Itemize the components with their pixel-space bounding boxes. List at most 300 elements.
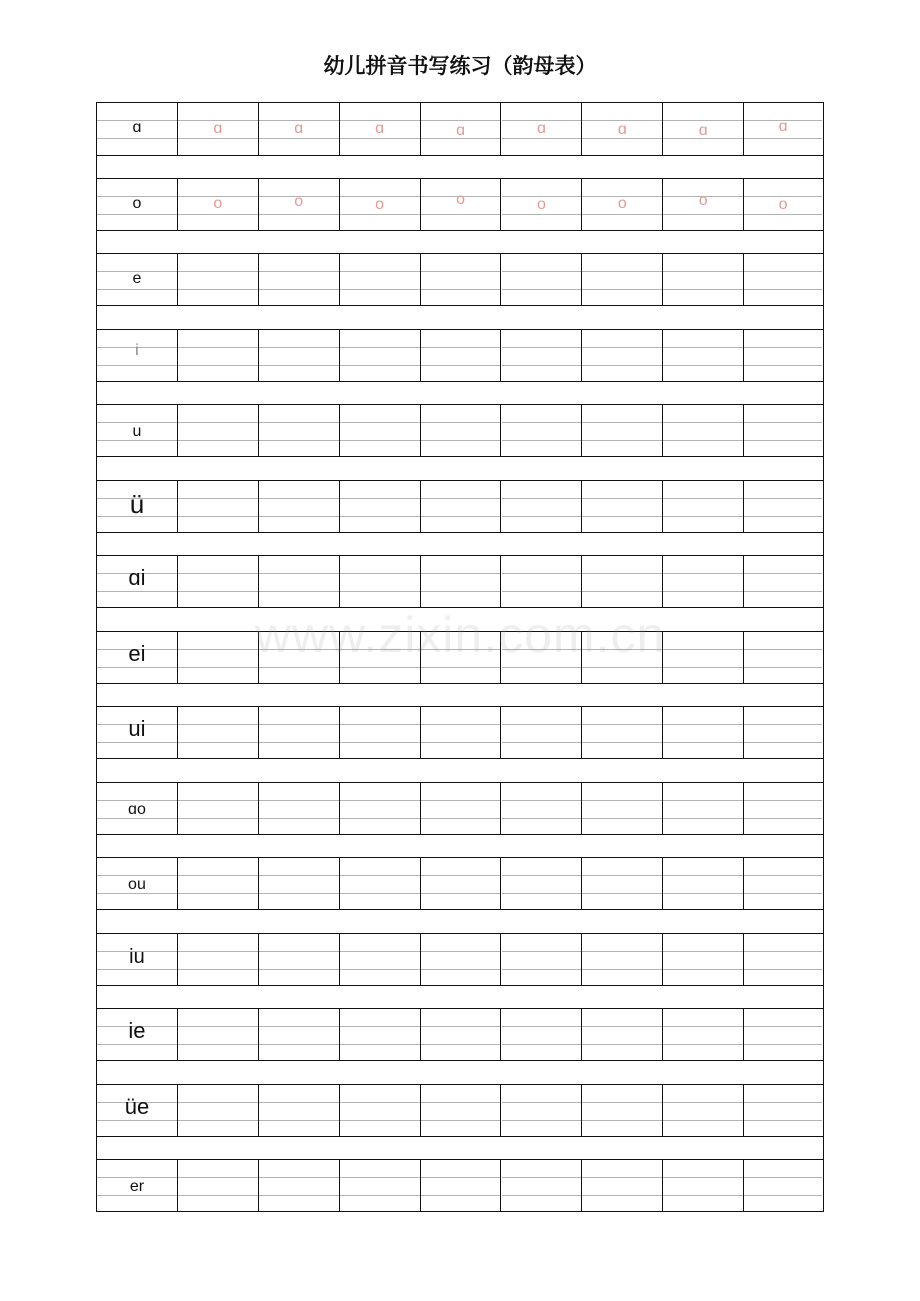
final-label: er xyxy=(129,1178,145,1195)
writing-cell[interactable] xyxy=(744,254,822,305)
writing-cell[interactable] xyxy=(744,103,822,155)
trace-letter: ɑ xyxy=(778,118,788,135)
writing-cell[interactable] xyxy=(178,254,259,305)
label-cell xyxy=(97,405,178,456)
guide-line xyxy=(663,1026,743,1027)
trace-letter: o xyxy=(617,194,627,212)
guide-line xyxy=(340,289,420,290)
guide-line xyxy=(663,271,743,272)
writing-cell[interactable] xyxy=(502,632,583,683)
writing-cell[interactable] xyxy=(502,103,583,155)
writing-cell[interactable] xyxy=(421,934,502,985)
writing-cell[interactable] xyxy=(582,103,663,155)
trace-letter: ɑ xyxy=(456,122,465,139)
writing-cell[interactable] xyxy=(663,330,744,381)
writing-cell[interactable] xyxy=(178,858,259,909)
writing-cell[interactable] xyxy=(663,1009,744,1060)
guide-line xyxy=(582,742,662,743)
guide-line xyxy=(421,875,501,876)
guide-line xyxy=(502,289,582,290)
writing-cell[interactable] xyxy=(340,632,421,683)
writing-cell[interactable] xyxy=(259,330,340,381)
guide-line xyxy=(421,573,501,574)
guide-line xyxy=(178,667,258,668)
guide-line xyxy=(582,893,662,894)
guide-line xyxy=(421,365,501,366)
writing-cell[interactable] xyxy=(340,254,421,305)
guide-line xyxy=(259,742,339,743)
guide-line xyxy=(502,1026,582,1027)
writing-cell[interactable] xyxy=(582,330,663,381)
guide-line xyxy=(259,667,339,668)
writing-cell[interactable] xyxy=(582,556,663,607)
writing-cell[interactable] xyxy=(259,556,340,607)
guide-line xyxy=(178,138,258,139)
trace-letter: o xyxy=(456,190,465,208)
writing-cell[interactable] xyxy=(421,330,502,381)
writing-cell[interactable] xyxy=(502,707,583,758)
guide-line xyxy=(744,1102,822,1103)
writing-cell[interactable] xyxy=(502,858,583,909)
guide-line xyxy=(663,516,743,517)
guide-line xyxy=(582,516,662,517)
writing-cell[interactable] xyxy=(421,1085,502,1136)
guide-line xyxy=(663,742,743,743)
guide-line xyxy=(502,1177,582,1178)
writing-cell[interactable] xyxy=(744,783,822,834)
writing-cell[interactable] xyxy=(663,632,744,683)
guide-line xyxy=(259,649,339,650)
guide-line xyxy=(421,271,501,272)
label-cell xyxy=(97,179,178,230)
writing-cell[interactable] xyxy=(178,707,259,758)
guide-line xyxy=(178,969,258,970)
writing-cell[interactable] xyxy=(340,481,421,532)
writing-cell[interactable] xyxy=(259,858,340,909)
practice-row xyxy=(97,706,823,759)
guide-line xyxy=(744,649,822,650)
practice-row xyxy=(97,329,823,382)
label-cell xyxy=(97,858,178,909)
guide-line xyxy=(97,969,177,970)
guide-line xyxy=(744,347,822,348)
guide-line xyxy=(97,667,177,668)
guide-line xyxy=(421,498,501,499)
writing-cell[interactable] xyxy=(663,783,744,834)
label-cell xyxy=(97,556,178,607)
guide-line xyxy=(97,591,177,592)
guide-line xyxy=(178,271,258,272)
guide-line xyxy=(259,365,339,366)
practice-row xyxy=(97,631,823,684)
guide-line xyxy=(744,365,822,366)
guide-line xyxy=(340,365,420,366)
guide-line xyxy=(582,800,662,801)
guide-line xyxy=(582,1102,662,1103)
trace-letter: o xyxy=(778,195,788,213)
writing-cell[interactable] xyxy=(178,330,259,381)
writing-cell[interactable] xyxy=(663,556,744,607)
writing-cell[interactable] xyxy=(502,783,583,834)
guide-line xyxy=(502,969,582,970)
writing-cell[interactable] xyxy=(340,330,421,381)
final-label: iu xyxy=(129,945,145,968)
writing-cell[interactable] xyxy=(744,405,822,456)
guide-line xyxy=(259,516,339,517)
writing-cell[interactable] xyxy=(582,481,663,532)
writing-cell[interactable] xyxy=(502,934,583,985)
guide-line xyxy=(663,1120,743,1121)
guide-line xyxy=(421,649,501,650)
guide-line xyxy=(178,951,258,952)
trace-letter: ɑ xyxy=(536,120,546,137)
trace-letter: ɑ xyxy=(375,120,385,137)
guide-line xyxy=(663,1177,743,1178)
writing-cell[interactable] xyxy=(178,103,259,155)
writing-cell[interactable] xyxy=(259,1160,340,1211)
guide-line xyxy=(259,1195,339,1196)
writing-cell[interactable] xyxy=(259,481,340,532)
writing-cell[interactable] xyxy=(582,858,663,909)
writing-cell[interactable] xyxy=(340,1009,421,1060)
guide-line xyxy=(744,800,822,801)
guide-line xyxy=(340,214,420,215)
guide-line xyxy=(502,724,582,725)
practice-row xyxy=(97,253,823,306)
writing-cell[interactable] xyxy=(744,858,822,909)
guide-line xyxy=(502,649,582,650)
guide-line xyxy=(663,1195,743,1196)
guide-line xyxy=(340,1177,420,1178)
guide-line xyxy=(582,1120,662,1121)
writing-cell[interactable] xyxy=(502,1160,583,1211)
guide-line xyxy=(97,214,177,215)
guide-line xyxy=(502,893,582,894)
writing-cell[interactable] xyxy=(178,1009,259,1060)
writing-cell[interactable] xyxy=(178,179,259,230)
final-label: u xyxy=(132,423,142,440)
writing-cell[interactable] xyxy=(340,103,421,155)
label-cell xyxy=(97,1085,178,1136)
writing-cell[interactable] xyxy=(259,103,340,155)
writing-cell[interactable] xyxy=(744,707,822,758)
writing-cell[interactable] xyxy=(340,1085,421,1136)
final-label: o xyxy=(132,194,142,212)
watermark: www.zixin.com.cn xyxy=(254,607,666,663)
guide-line xyxy=(663,818,743,819)
writing-cell[interactable] xyxy=(663,707,744,758)
guide-line xyxy=(421,440,501,441)
guide-line xyxy=(744,724,822,725)
writing-cell[interactable] xyxy=(178,405,259,456)
practice-row xyxy=(97,1084,823,1137)
guide-line xyxy=(582,440,662,441)
writing-cell[interactable] xyxy=(502,481,583,532)
writing-cell[interactable] xyxy=(502,330,583,381)
writing-cell[interactable] xyxy=(582,1160,663,1211)
writing-cell[interactable] xyxy=(744,632,822,683)
guide-line xyxy=(744,516,822,517)
final-label: ui xyxy=(128,716,146,741)
guide-line xyxy=(582,573,662,574)
final-label: ɑ xyxy=(132,119,142,136)
final-label: ü xyxy=(129,488,145,519)
guide-line xyxy=(178,1195,258,1196)
guide-line xyxy=(340,649,420,650)
guide-line xyxy=(421,289,501,290)
guide-line xyxy=(502,138,582,139)
guide-line xyxy=(663,951,743,952)
writing-cell[interactable] xyxy=(259,632,340,683)
writing-cell[interactable] xyxy=(421,632,502,683)
guide-line xyxy=(259,138,339,139)
writing-cell[interactable] xyxy=(502,556,583,607)
writing-cell[interactable] xyxy=(340,934,421,985)
writing-cell[interactable] xyxy=(178,1085,259,1136)
guide-line xyxy=(582,951,662,952)
guide-line xyxy=(582,214,662,215)
guide-line xyxy=(421,893,501,894)
writing-cell[interactable] xyxy=(421,556,502,607)
guide-line xyxy=(744,1026,822,1027)
guide-line xyxy=(421,120,501,121)
guide-line xyxy=(663,875,743,876)
writing-cell[interactable] xyxy=(744,330,822,381)
guide-line xyxy=(178,214,258,215)
guide-line xyxy=(340,1120,420,1121)
guide-line xyxy=(663,667,743,668)
guide-line xyxy=(259,214,339,215)
writing-cell[interactable] xyxy=(340,1160,421,1211)
guide-line xyxy=(663,498,743,499)
guide-line xyxy=(340,1044,420,1045)
guide-line xyxy=(259,875,339,876)
guide-line xyxy=(582,1195,662,1196)
writing-cell[interactable] xyxy=(502,1009,583,1060)
guide-line xyxy=(178,1026,258,1027)
guide-line xyxy=(97,893,177,894)
writing-cell[interactable] xyxy=(663,405,744,456)
writing-cell[interactable] xyxy=(502,1085,583,1136)
writing-cell[interactable] xyxy=(340,707,421,758)
writing-cell[interactable] xyxy=(421,858,502,909)
label-cell xyxy=(97,1009,178,1060)
writing-cell[interactable] xyxy=(663,1160,744,1211)
writing-cell[interactable] xyxy=(421,1160,502,1211)
guide-line xyxy=(421,1026,501,1027)
writing-cell[interactable] xyxy=(340,783,421,834)
guide-line xyxy=(259,800,339,801)
guide-line xyxy=(340,818,420,819)
guide-line xyxy=(259,1177,339,1178)
writing-cell[interactable] xyxy=(582,934,663,985)
writing-cell[interactable] xyxy=(744,1160,822,1211)
writing-cell[interactable] xyxy=(259,1009,340,1060)
guide-line xyxy=(502,498,582,499)
guide-line xyxy=(502,1102,582,1103)
guide-line xyxy=(582,347,662,348)
writing-cell[interactable] xyxy=(340,405,421,456)
writing-cell[interactable] xyxy=(421,1009,502,1060)
practice-row xyxy=(97,1008,823,1061)
guide-line xyxy=(582,138,662,139)
guide-line xyxy=(178,724,258,725)
guide-line xyxy=(582,422,662,423)
label-cell xyxy=(97,783,178,834)
writing-cell[interactable] xyxy=(259,783,340,834)
label-cell xyxy=(97,632,178,683)
guide-line xyxy=(178,818,258,819)
writing-cell[interactable] xyxy=(744,179,822,230)
writing-cell[interactable] xyxy=(178,934,259,985)
writing-cell[interactable] xyxy=(178,556,259,607)
guide-line xyxy=(259,498,339,499)
guide-line xyxy=(340,667,420,668)
guide-line xyxy=(97,289,177,290)
guide-line xyxy=(502,422,582,423)
writing-cell[interactable] xyxy=(502,405,583,456)
writing-cell[interactable] xyxy=(178,783,259,834)
writing-cell[interactable] xyxy=(744,934,822,985)
writing-cell[interactable] xyxy=(663,481,744,532)
writing-cell[interactable] xyxy=(502,254,583,305)
guide-line xyxy=(502,365,582,366)
writing-cell[interactable] xyxy=(178,481,259,532)
final-label: ɑi xyxy=(128,565,146,590)
writing-cell[interactable] xyxy=(259,934,340,985)
writing-cell[interactable] xyxy=(663,103,744,155)
guide-line xyxy=(340,573,420,574)
guide-line xyxy=(502,516,582,517)
label-cell xyxy=(97,330,178,381)
writing-cell[interactable] xyxy=(663,934,744,985)
guide-line xyxy=(744,422,822,423)
writing-cell[interactable] xyxy=(663,179,744,230)
guide-line xyxy=(259,422,339,423)
guide-line xyxy=(502,667,582,668)
label-cell xyxy=(97,707,178,758)
guide-line xyxy=(663,347,743,348)
guide-line xyxy=(502,951,582,952)
writing-cell[interactable] xyxy=(502,179,583,230)
writing-cell[interactable] xyxy=(259,707,340,758)
guide-line xyxy=(744,951,822,952)
guide-line xyxy=(744,138,822,139)
guide-line xyxy=(340,591,420,592)
guide-line xyxy=(502,573,582,574)
guide-line xyxy=(744,969,822,970)
writing-cell[interactable] xyxy=(582,783,663,834)
trace-letter: ɑ xyxy=(213,120,223,137)
guide-line xyxy=(582,591,662,592)
writing-cell[interactable] xyxy=(663,254,744,305)
final-label: ɑo xyxy=(128,800,146,818)
label-cell xyxy=(97,254,178,305)
writing-cell[interactable] xyxy=(259,1085,340,1136)
writing-cell[interactable] xyxy=(582,1085,663,1136)
guide-line xyxy=(340,893,420,894)
guide-line xyxy=(421,347,501,348)
writing-cell[interactable] xyxy=(744,1009,822,1060)
guide-line xyxy=(421,1102,501,1103)
writing-cell[interactable] xyxy=(340,179,421,230)
practice-row xyxy=(97,857,823,910)
writing-cell[interactable] xyxy=(421,783,502,834)
writing-cell[interactable] xyxy=(421,179,502,230)
label-cell xyxy=(97,934,178,985)
guide-line xyxy=(97,1120,177,1121)
guide-line xyxy=(340,498,420,499)
writing-cell[interactable] xyxy=(744,481,822,532)
guide-line xyxy=(340,516,420,517)
writing-cell[interactable] xyxy=(582,1009,663,1060)
guide-line xyxy=(178,573,258,574)
guide-line xyxy=(663,440,743,441)
writing-cell[interactable] xyxy=(178,1160,259,1211)
writing-cell[interactable] xyxy=(421,103,502,155)
writing-cell[interactable] xyxy=(421,481,502,532)
guide-line xyxy=(178,422,258,423)
guide-line xyxy=(502,271,582,272)
guide-line xyxy=(259,1026,339,1027)
writing-cell[interactable] xyxy=(421,707,502,758)
writing-cell[interactable] xyxy=(663,1085,744,1136)
writing-cell[interactable] xyxy=(421,254,502,305)
trace-letter: o xyxy=(294,192,304,210)
guide-line xyxy=(502,742,582,743)
guide-line xyxy=(178,289,258,290)
guide-line xyxy=(421,591,501,592)
writing-cell[interactable] xyxy=(582,707,663,758)
guide-line xyxy=(744,1195,822,1196)
writing-cell[interactable] xyxy=(340,858,421,909)
guide-line xyxy=(178,440,258,441)
guide-line xyxy=(178,1120,258,1121)
guide-line xyxy=(744,289,822,290)
guide-line xyxy=(582,818,662,819)
writing-cell[interactable] xyxy=(663,858,744,909)
writing-cell[interactable] xyxy=(421,405,502,456)
writing-cell[interactable] xyxy=(582,405,663,456)
writing-cell[interactable] xyxy=(178,632,259,683)
writing-cell[interactable] xyxy=(582,632,663,683)
label-cell xyxy=(97,103,178,155)
guide-line xyxy=(502,875,582,876)
guide-line xyxy=(421,516,501,517)
writing-cell[interactable] xyxy=(259,179,340,230)
guide-line xyxy=(663,800,743,801)
guide-line xyxy=(340,742,420,743)
writing-cell[interactable] xyxy=(259,405,340,456)
guide-line xyxy=(259,893,339,894)
guide-line xyxy=(259,573,339,574)
guide-line xyxy=(502,214,582,215)
guide-line xyxy=(744,667,822,668)
guide-line xyxy=(178,1102,258,1103)
practice-row xyxy=(97,933,823,986)
guide-line xyxy=(178,1177,258,1178)
writing-cell[interactable] xyxy=(340,556,421,607)
writing-cell[interactable] xyxy=(744,1085,822,1136)
guide-line xyxy=(421,951,501,952)
writing-cell[interactable] xyxy=(582,254,663,305)
writing-cell[interactable] xyxy=(582,179,663,230)
guide-line xyxy=(178,893,258,894)
label-cell xyxy=(97,1160,178,1211)
writing-cell[interactable] xyxy=(259,254,340,305)
guide-line xyxy=(340,422,420,423)
writing-cell[interactable] xyxy=(744,556,822,607)
